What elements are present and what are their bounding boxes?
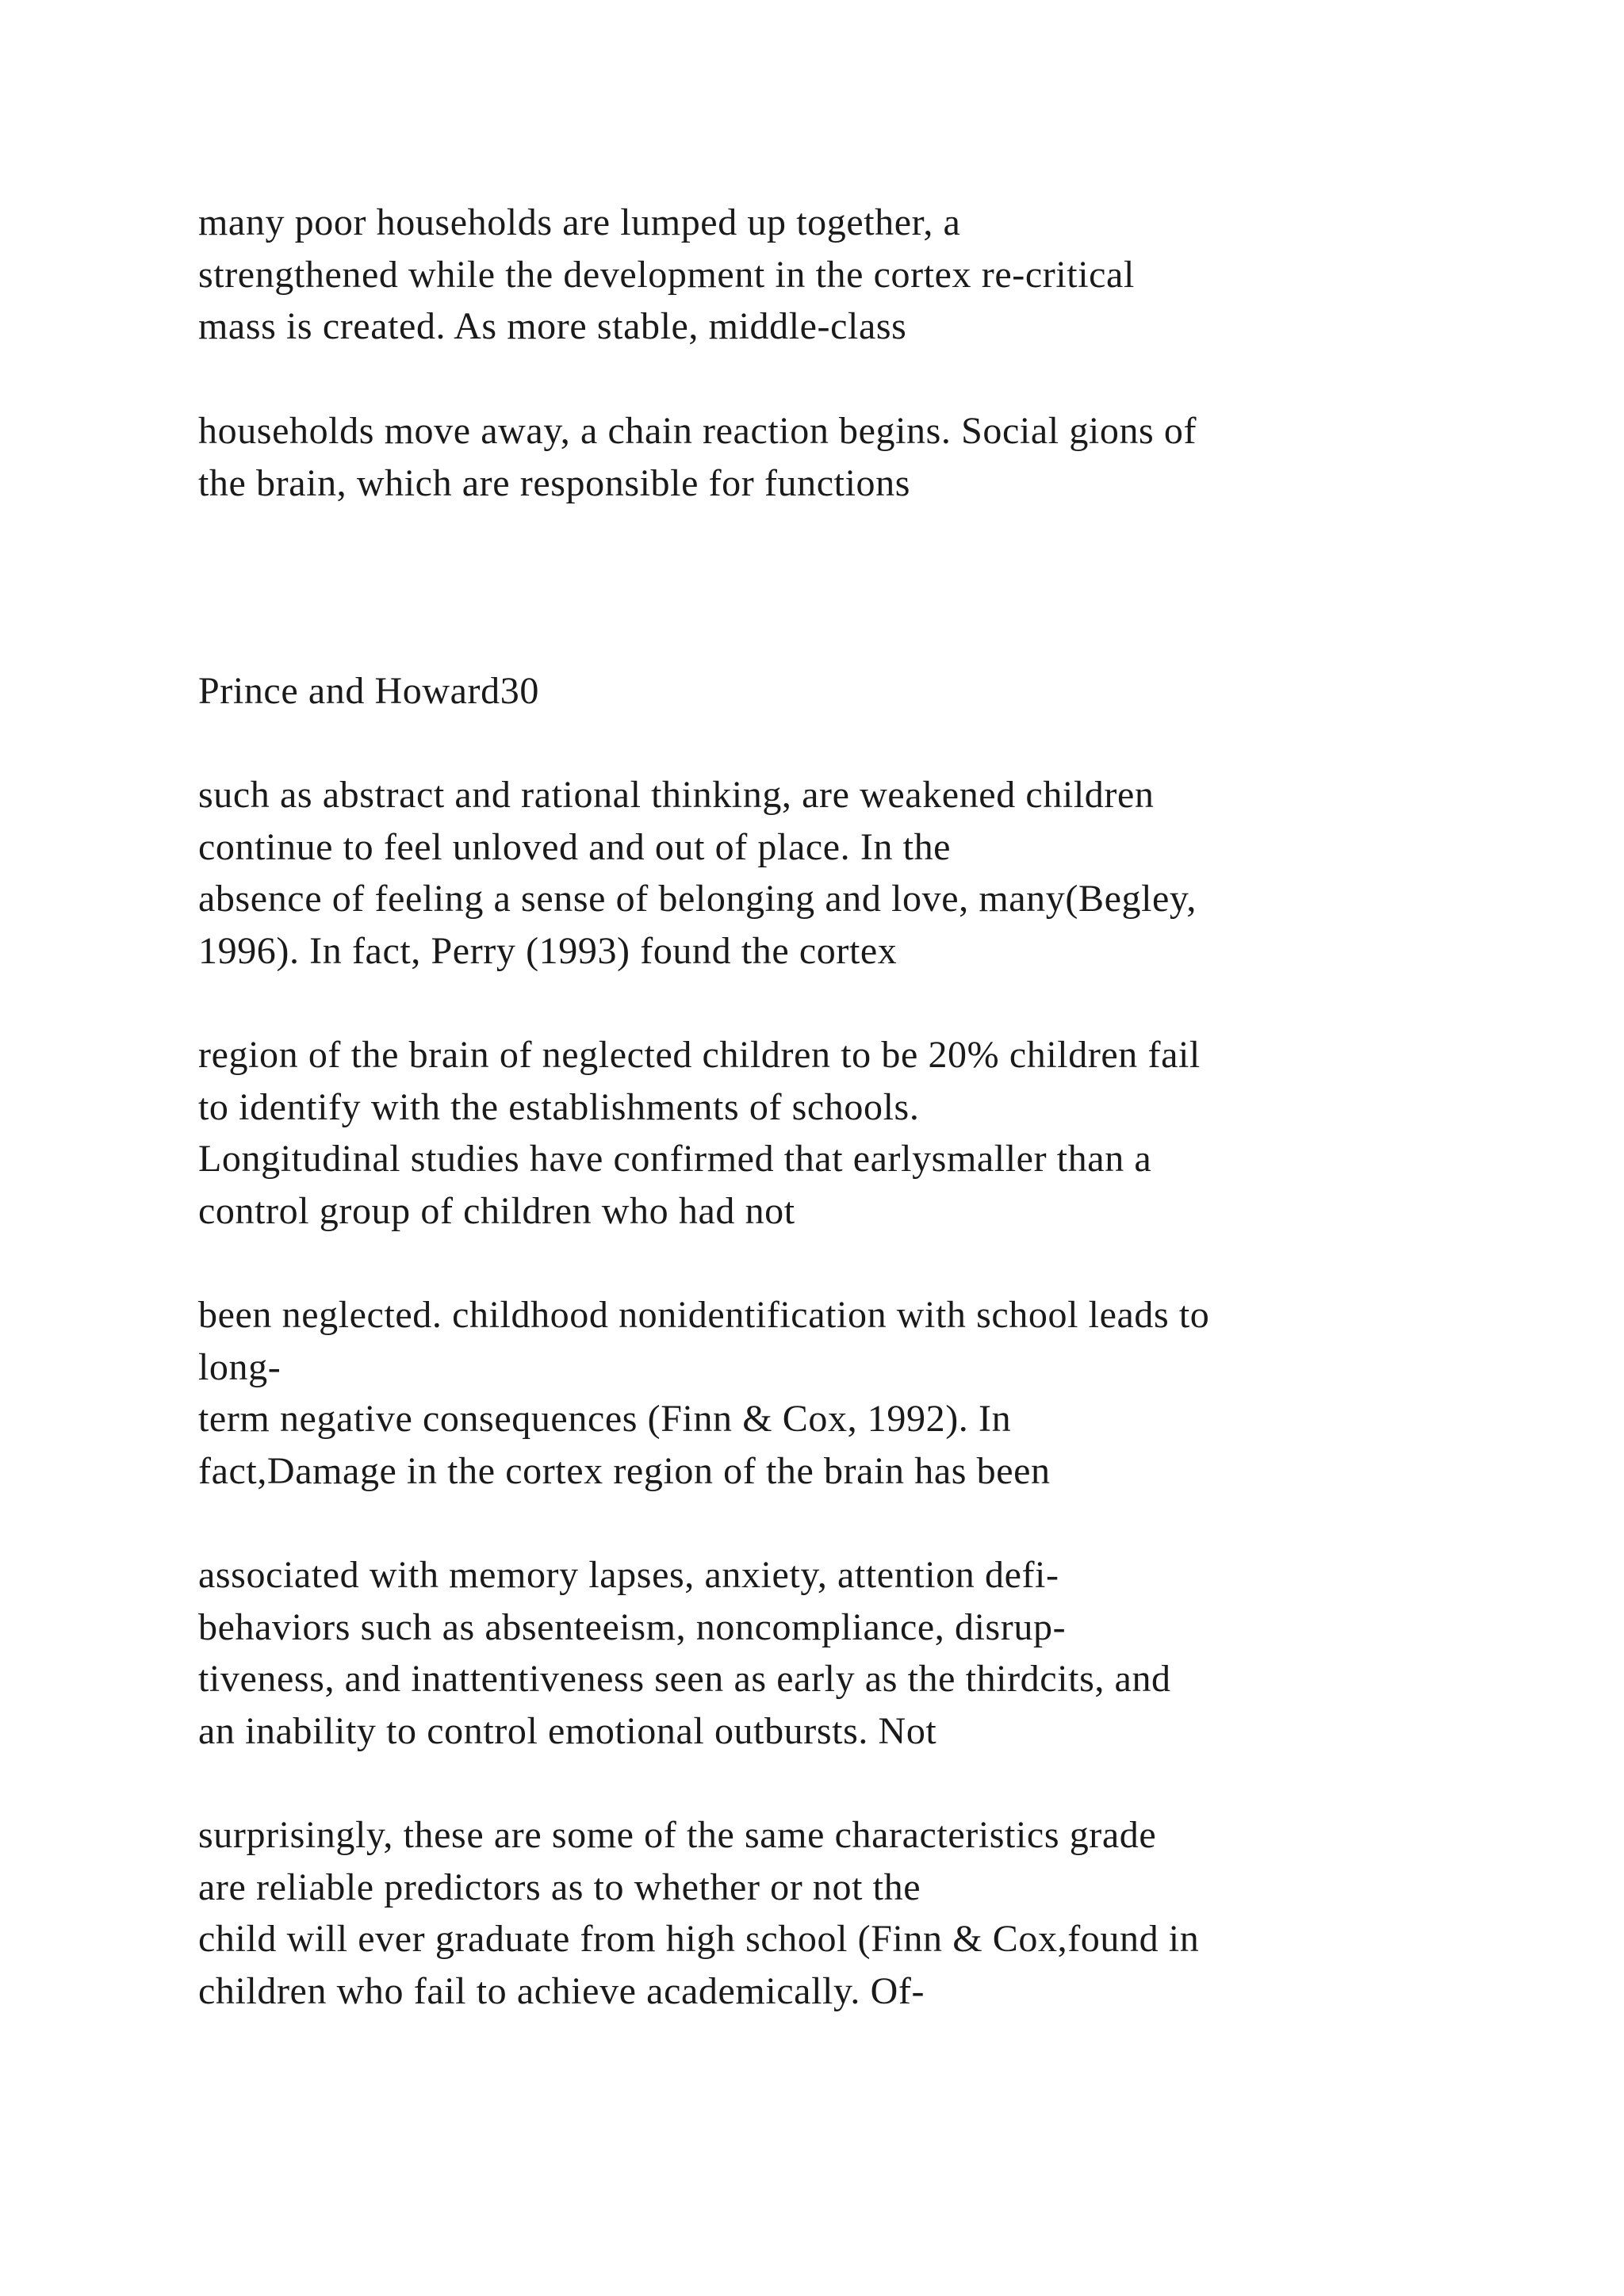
text-line: behaviors such as absenteeism, noncompliance, disrup- bbox=[198, 1605, 1067, 1648]
text-line: been neglected. childhood nonidentification with school leads to bbox=[198, 1294, 1210, 1336]
paragraph-1 bbox=[198, 197, 1507, 353]
text-line: such as abstract and rational thinking, are weakened children bbox=[198, 774, 1155, 816]
paragraph-7 bbox=[198, 1549, 1507, 1757]
text-line: control group of children who had not bbox=[198, 1189, 795, 1232]
text-line: mass is created. As more stable, middle-class bbox=[198, 305, 907, 347]
text-line: households move away, a chain reaction begins. Social gions of bbox=[198, 410, 1197, 452]
text-line: absence of feeling a sense of belonging and love, many(Begley, bbox=[198, 878, 1197, 920]
text-line: Longitudinal studies have confirmed that earlysmaller than a bbox=[198, 1138, 1152, 1180]
text-line: are reliable predictors as to whether or not the bbox=[198, 1866, 921, 1908]
text-line: the brain, which are responsible for functions bbox=[198, 461, 910, 504]
text-line: region of the brain of neglected children to be 20% children fail bbox=[198, 1034, 1201, 1076]
text-line: many poor households are lumped up together, a bbox=[198, 201, 961, 243]
text-line: child will ever graduate from high school (Finn & Cox,found in bbox=[198, 1918, 1200, 1960]
paragraph-8 bbox=[198, 1809, 1507, 2017]
paragraph-4 bbox=[198, 769, 1507, 977]
paragraph-2 bbox=[198, 405, 1507, 509]
text-line: fact,Damage in the cortex region of the brain has been bbox=[198, 1449, 1051, 1492]
text-line: continue to feel unloved and out of place. In the bbox=[198, 825, 952, 868]
text-line: an inability to control emotional outbursts. Not bbox=[198, 1709, 937, 1752]
text-line: strengthened while the development in the cortex re-critical bbox=[198, 253, 1135, 296]
text-line: tiveness, and inattentiveness seen as early as the thirdcits, and bbox=[198, 1658, 1171, 1700]
running-header bbox=[198, 665, 1507, 718]
text-line: long- bbox=[198, 1345, 282, 1388]
paragraph-6 bbox=[198, 1289, 1507, 1497]
text-line: term negative consequences (Finn & Cox, 1992). In bbox=[198, 1398, 1012, 1440]
paragraph-5 bbox=[198, 1029, 1507, 1237]
text-line: to identify with the establishments of schools. bbox=[198, 1085, 920, 1128]
text-line: 1996). In fact, Perry (1993) found the cortex bbox=[198, 929, 898, 972]
text-line: associated with memory lapses, anxiety, attention defi- bbox=[198, 1554, 1059, 1596]
text-line: children who fail to achieve academically. Of- bbox=[198, 1969, 925, 2012]
text-line: surprisingly, these are some of the same characteristics grade bbox=[198, 1814, 1157, 1856]
header-text: Prince and Howard30 bbox=[198, 670, 539, 712]
